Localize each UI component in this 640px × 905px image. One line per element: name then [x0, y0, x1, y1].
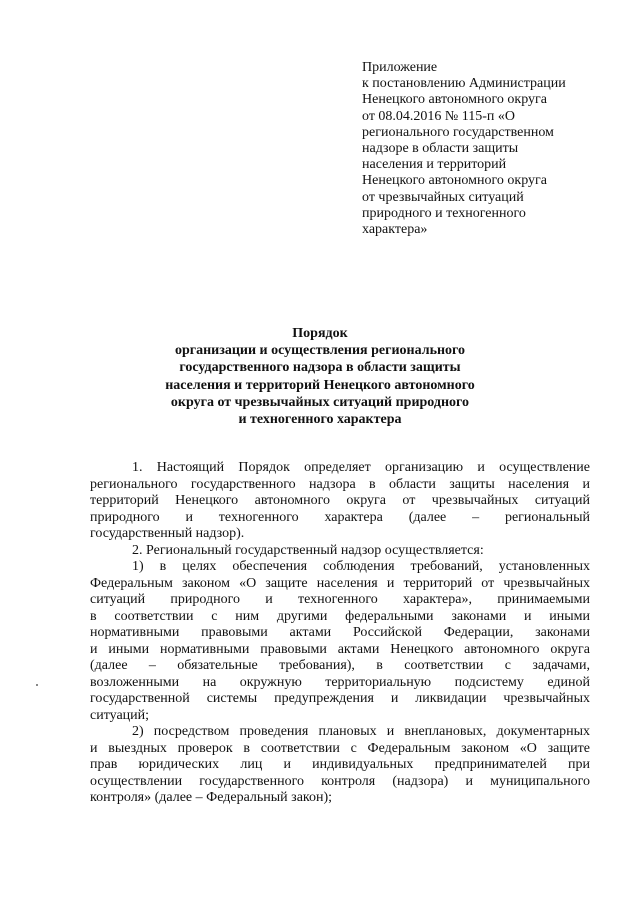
appendix-line: характера»: [362, 222, 428, 238]
appendix-line: Приложение: [362, 60, 438, 75]
appendix-line: Ненецкого автономного округа: [362, 92, 547, 108]
appendix-line: от чрезвычайных ситуаций: [362, 189, 524, 205]
scan-speck: [36, 684, 38, 686]
paragraph-1-line: 1. Настоящий Порядок определяет организацию и осуществление: [132, 460, 590, 475]
item-1-line: (далее – обязательные требования), в соответствии с задачами,: [90, 658, 590, 673]
title-line: населения и территорий Ненецкого автономного: [165, 377, 475, 393]
title-line: Порядок: [292, 326, 348, 341]
title-line: организации и осуществления регионального: [174, 343, 466, 359]
item-2-line: 2) посредством проведения плановых и внеплановых, документарных: [132, 724, 590, 739]
title-line: государственного надзора в области защиты: [179, 360, 461, 376]
item-1-line: возложенными на окружную территориальную подсистему единой: [90, 674, 590, 690]
appendix-line: от 08.04.2016 № 115-п «О: [362, 108, 516, 124]
appendix-line: природного и техногенного: [362, 205, 526, 221]
item-1-line: в соответствии с ним другими федеральными законами и иными: [90, 608, 590, 624]
document-title: [100, 325, 540, 428]
appendix-header: [362, 60, 602, 238]
paragraph-1-line: государственный надзор).: [90, 526, 245, 541]
paragraph-2-line: 2. Региональный государственный надзор осуществляется:: [132, 542, 484, 558]
appendix-line: населения и территорий: [362, 157, 507, 173]
item-1-line: Федеральным законом «О защите населения и территорий от чрезвычайных: [90, 575, 590, 591]
appendix-line: регионального государственном: [362, 124, 554, 140]
item-1-line: ситуаций природного и техногенного характера», принимаемыми: [90, 592, 590, 607]
paragraph-1-line: природного и техногенного характера (далее – региональный: [90, 509, 590, 525]
item-1-line: 1) в целях обеспечения соблюдения требований, установленных: [132, 559, 590, 574]
item-2-line: осуществлении государственного контроля (надзора) и муниципального: [90, 773, 590, 789]
title-line: округа от чрезвычайных ситуаций природного: [170, 394, 470, 410]
appendix-line: надзоре в области защиты: [362, 141, 519, 157]
item-1-line: ситуаций;: [90, 707, 150, 723]
appendix-line: к постановлению Администрации: [362, 76, 566, 92]
item-2-line: прав юридических лиц и индивидуальных предпринимателей при: [90, 757, 590, 772]
item-2-line: контроля» (далее – Федеральный закон);: [90, 790, 333, 805]
document-body: [90, 460, 590, 807]
paragraph-1-line: территорий Ненецкого автономного округа от чрезвычайных ситуаций: [90, 493, 590, 508]
item-1-line: нормативными правовыми актами Российской Федерации, законами: [90, 625, 590, 640]
item-1-line: и иными нормативными правовыми актами Ненецкого автономного округа: [90, 641, 590, 657]
item-2-line: и выездных проверок в соответствии с Федеральным законом «О защите: [90, 740, 590, 756]
appendix-line: Ненецкого автономного округа: [362, 173, 547, 189]
item-1-line: государственной системы предупреждения и ликвидации чрезвычайных: [90, 691, 590, 706]
paragraph-1-line: регионального государственного надзора в области защиты населения и: [90, 476, 590, 492]
title-line: и техногенного характера: [238, 412, 402, 428]
